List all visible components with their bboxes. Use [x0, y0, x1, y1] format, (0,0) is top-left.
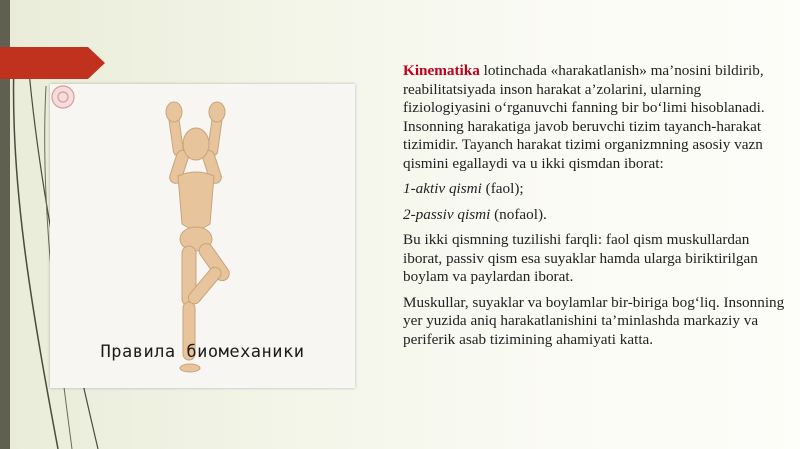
image-caption: Правила биомеханики: [100, 342, 305, 362]
body-text: [403, 62, 788, 356]
paragraph-passive-part: [403, 206, 788, 225]
title-arrow-shape: [0, 47, 110, 81]
paragraph-1-text: lotinchada «harakatlanish» ma’nosini bildirib, reabilitatsiyada inson harakat a’zolarini, ularning fiziologiyasini o‘rganuvchi fanning bir bo‘limi hisoblanadi. Insonning harakatiga javob beruvchi tizim tayanch-harakat tizimidir. Tayanch harakat tizimi organizmning asosiy vazn qismini egallaydi va u ikki qismdan iborat:: [403, 62, 765, 172]
paragraph-muscles: Muskullar, suyaklar va boylamlar bir-biriga bog‘liq. Insonning yer yuzida aniq harakatlanishini ta’minlashda markaziy va periferik asab tizimining ahamiyati katta.: [403, 293, 785, 348]
term-kinematika: Kinematika: [403, 62, 480, 79]
logo-icon: [50, 84, 76, 110]
paragraph-kinematika: [403, 62, 788, 173]
active-part-label: 1-aktiv qismi: [403, 180, 482, 197]
mannequin-image: [50, 84, 355, 388]
passive-part-label: 2-passiv qismi: [403, 205, 491, 223]
passive-part-note: (nofaol).: [490, 205, 547, 223]
active-part-note: (faol);: [481, 180, 524, 197]
paragraph-structure: Bu ikki qismning tuzilishi farqli: faol qism muskullardan iborat, passiv qism esa suyaklar hamda ularga biriktirilgan boylam va paylardan iborat.: [403, 231, 758, 285]
paragraph-active-part: [403, 180, 788, 199]
